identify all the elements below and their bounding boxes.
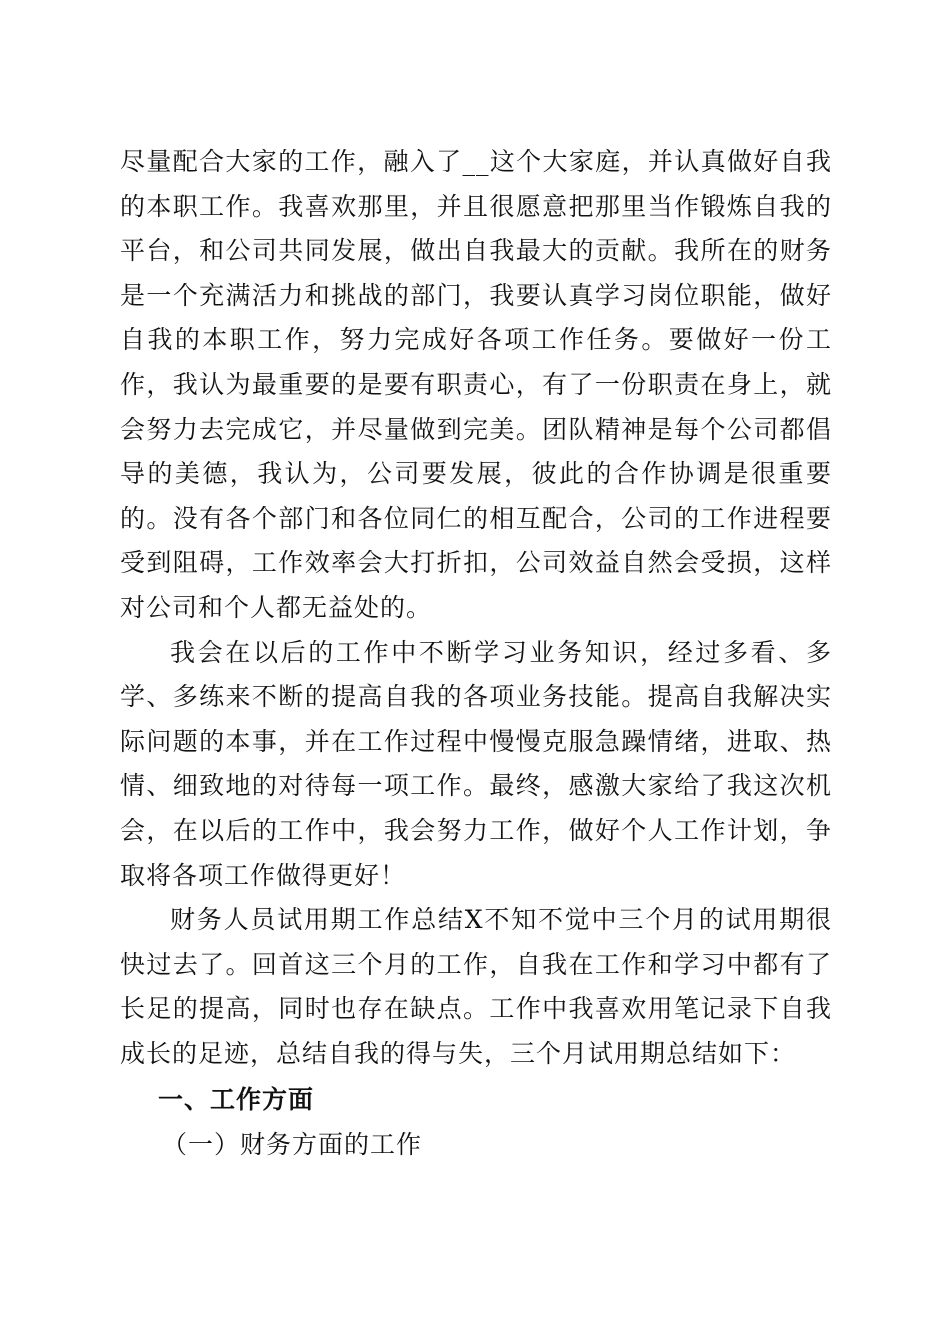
- paragraph-1: 尽量配合大家的工作，融入了__这个大家庭，并认真做好自我的本职工作。我喜欢那里，并且很愿意把那里当作锻炼自我的平台，和公司共同发展，做出自我最大的贡献。我所在的财务是一个充满活力和挑战的部门，我要认真学习岗位职能，做好自我的本职工作，努力完成好各项工作任务。要做好一份工作，我认为最重要的是要有职责心，有了一份职责在身上，就会努力去完成它，并尽量做到完美。团队精神是每个公司都倡导的美德，我认为，公司要发展，彼此的合作协调是很重要的。没有各个部门和各位同仁的相互配合，公司的工作进程要受到阻碍，工作效率会大打折扣，公司效益自然会受损，这样对公司和个人都无益处的。: [120, 147, 832, 622]
- section-heading: 一、工作方面: [158, 1085, 315, 1115]
- subsection-heading: （一）财务方面的工作: [162, 1130, 423, 1160]
- document-body: [120, 140, 832, 1168]
- paragraph-2: 我会在以后的工作中不断学习业务知识，经过多看、多学、多练来不断的提高自我的各项业务技能。提高自我解决实际问题的本事，并在工作过程中慢慢克服急躁情绪，进取、热情、细致地的对待每一项工作。最终，感激大家给了我这次机会，在以后的工作中，我会努力工作，做好个人工作计划，争取将各项工作做得更好！: [120, 637, 832, 890]
- paragraph-3: 财务人员试用期工作总结X不知不觉中三个月的试用期很快过去了。回首这三个月的工作，自我在工作和学习中都有了长足的提高，同时也存在缺点。工作中我喜欢用笔记录下自我成长的足迹，总结自我的得与失，三个月试用期总结如下：: [120, 905, 832, 1068]
